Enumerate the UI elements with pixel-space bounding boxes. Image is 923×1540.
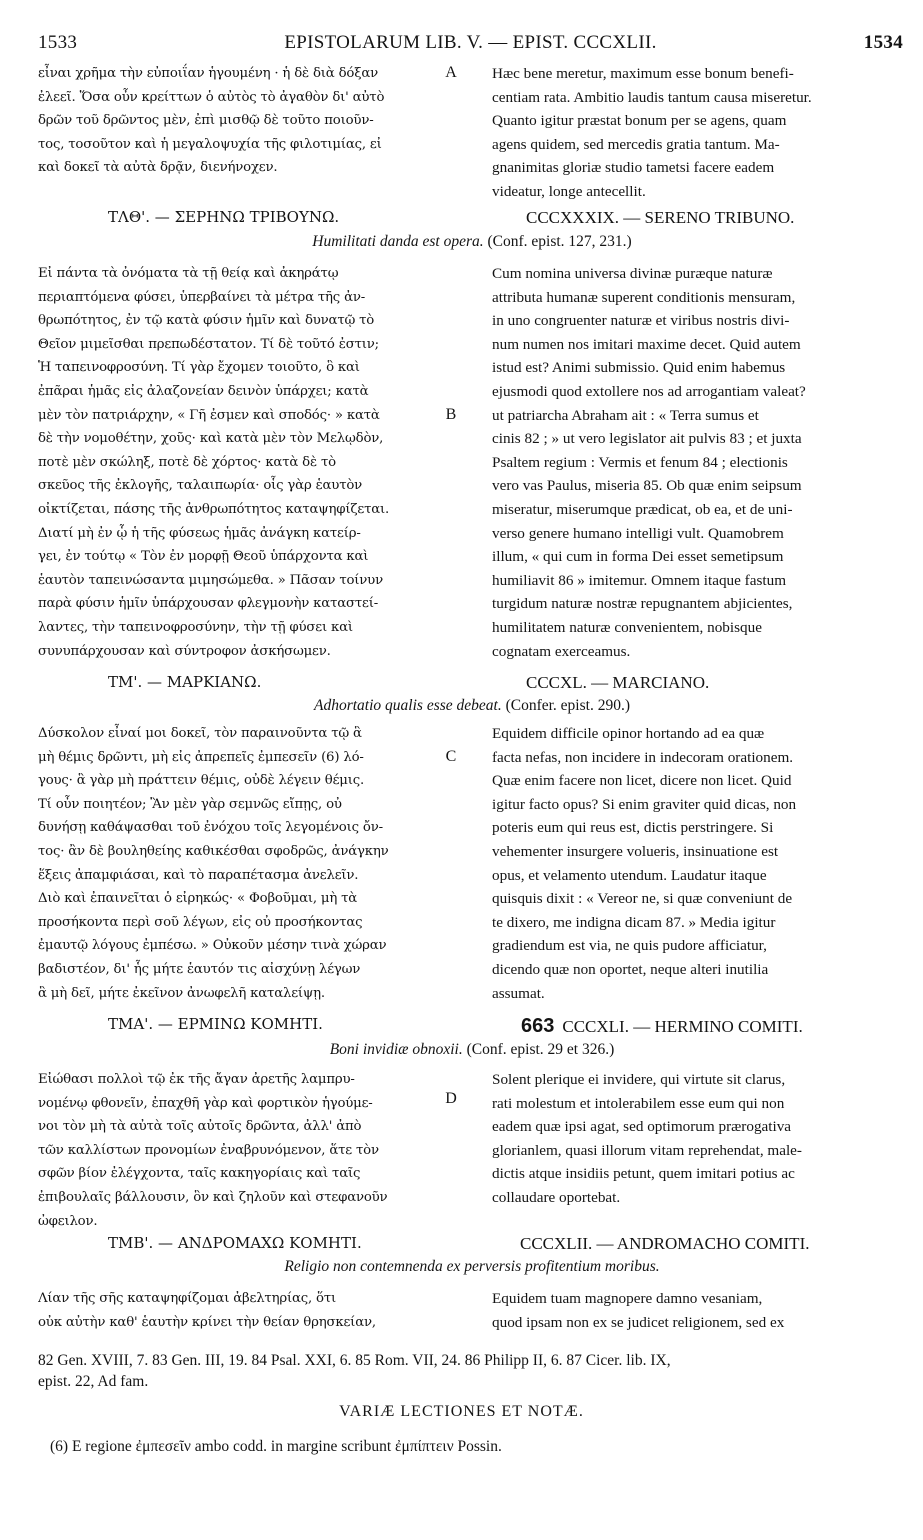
latin-line: cognatam exerceamus. xyxy=(492,642,631,660)
greek-line: παρὰ φύσιν ἡμῖν ὑπάρχουσαν φλεγμονὴν καταστεί- xyxy=(38,596,379,612)
greek-letter-heading: ΤΜΒ'. — ΑΝΔΡΟΜΑΧΩ ΚΟΜΗΤΙ. xyxy=(108,1234,362,1252)
latin-line: num numen nos imitari maxime decet. Quid autem xyxy=(492,335,801,353)
summary-text: Adhortatio qualis esse debeat. xyxy=(314,697,502,714)
greek-line: λαντες, τὴν ταπεινοφροσύνην, τὴν τῇ φύσει καὶ xyxy=(38,619,353,635)
running-header xyxy=(38,32,903,62)
latin-line: centiam rata. Ambitio laudis tantum causa miseretur. xyxy=(492,88,812,106)
latin-letter-heading: CCCXXXIX. — SERENO TRIBUNO. xyxy=(526,208,795,227)
latin-line: Equidem tuam magnopere damno vesaniam, xyxy=(492,1290,763,1307)
greek-column xyxy=(38,262,470,663)
greek-line: Διὸ καὶ ἐπαινεῖται ὁ εἰρηκώς· « Φοβοῦμαι, μὴ τὰ xyxy=(38,891,358,907)
greek-line: ἐπιβουλαῖς βάλλουσιν, ὃν καὶ ζηλοῦν καὶ στεφανοῦν xyxy=(38,1189,388,1205)
greek-line: τος· ἂν δὲ βουληθείης καθικέσθαι σφοδρῶς, ἀνάγκην xyxy=(38,843,389,859)
letter-heading xyxy=(38,208,906,232)
greek-line: νομένῳ φθονεῖν, ἐπαχθῆ γὰρ καὶ φορτικὸν ἡγούμε- xyxy=(38,1095,373,1111)
margin-marker: B xyxy=(445,406,457,423)
letter-heading xyxy=(38,673,906,697)
greek-column xyxy=(38,62,470,180)
greek-line: θρωπότητος, ἐν τῷ κατὰ φύσιν ἡμῖν καὶ δυνατῷ τὸ xyxy=(38,313,375,329)
latin-line: quod ipsam non ex se judicet religionem, sed ex xyxy=(492,1313,785,1331)
greek-line: μὴ θέμις δρῶντι, μὴ εἰς ἀπρεπεῖς ἐμπεσεῖν (6) λό- xyxy=(38,749,364,765)
greek-line: προσήκοντα περὶ σοῦ λέγων, εἰς οὐ προσήκοντας xyxy=(38,914,363,930)
latin-line: facta nefas, non incidere in indecoram orationem. xyxy=(492,748,794,766)
latin-line: ut patriarcha Abraham ait : « Terra sumus et xyxy=(492,406,759,424)
notes-title: VARIÆ LECTIONES ET NOTÆ. xyxy=(339,1403,584,1420)
latin-line: vero vas Paulus, miseria 85. Ob quæ enim seipsum xyxy=(492,477,802,495)
latin-line: Quæ enim facere non licet, dicere non licet. Quid xyxy=(492,772,792,790)
greek-line: Εἰ πάντα τὰ ὀνόματα τὰ τῇ θείᾳ καὶ ἀκηράτῳ xyxy=(38,266,339,281)
latin-letter-heading: CCCXL. — MARCIANO. xyxy=(526,673,710,692)
latin-line: istud est? Animi submissio. Quid enim habemus xyxy=(492,359,786,377)
latin-line: quisquis dixit : « Vereor ne, si quæ conveniunt de xyxy=(492,890,793,908)
latin-line: ejusmodi quod extollere nos ad arrogantiam valeat? xyxy=(492,382,806,400)
greek-line: περιαπτόμενα φύσει, ὑπερβαίνει τὰ μέτρα τῆς ἀν- xyxy=(38,289,366,305)
greek-letter-heading: ΤΜ'. — ΜΑΡΚΙΑΝΩ. xyxy=(108,673,262,691)
greek-line: οἰκτίζεται, πάσης τῆς ἀνθρωπότητος καταψηφίζεται. xyxy=(38,501,390,517)
margin-marker: D xyxy=(445,1090,457,1107)
latin-line: eadem quæ ipsi agat, sed optimorum prærogativa xyxy=(492,1118,792,1136)
greek-line: εἶναι χρῆμα τὴν εὐποιΐαν ἡγουμένη · ἡ δὲ διὰ δόξαν xyxy=(38,66,379,81)
greek-line: ἑαυτὸν ταπεινώσαντα μιμησώμεθα. » Πᾶσαν τοίνυν xyxy=(38,572,383,588)
latin-line: collaudare oportebat. xyxy=(492,1188,621,1206)
latin-line: turgidum naturæ nostræ repugnantem abjicientes, xyxy=(492,595,793,613)
latin-line: assumat. xyxy=(492,984,545,1002)
greek-line: Δύσκολον εἶναί μοι δοκεῖ, τὸν παραινοῦντα τῷ ἃ xyxy=(38,726,362,741)
latin-line: dicendo quæ non oportet, neque alteri inutilia xyxy=(492,960,769,978)
greek-line: ἐμαυτῷ λόγους ἐμπέσω. » Οὐκοῦν μέσην τινὰ χώραν xyxy=(38,938,387,954)
footnote-line: 82 Gen. XVIII, 7. 83 Gen. III, 19. 84 Psal. XXI, 6. 85 Rom. VII, 24. 86 Philipp II, 6. 87 Cicer. lib. IX, xyxy=(38,1352,671,1369)
greek-line: τῶν καλλίστων προνομίων ἐναβρυνόμενον, ἅτε τὸν xyxy=(38,1142,379,1158)
greek-line: ποτὲ μὲν σκώληξ, ποτὲ δὲ χόρτος· κατὰ δὲ τὸ xyxy=(38,454,336,470)
footnotes xyxy=(38,1350,906,1392)
latin-line: Solent plerique ei invidere, qui virtute sit clarus, xyxy=(492,1071,786,1088)
letter-heading xyxy=(38,1234,906,1258)
greek-line: Λίαν τῆς σῆς καταψηφίζομαι ἀβελτηρίας, ὅτι xyxy=(38,1291,337,1306)
margin-page-number: 663 xyxy=(521,1015,555,1037)
latin-line: rati molestum et intolerabilem esse eum qui non xyxy=(492,1094,785,1112)
latin-line: videatur, longe antecellit. xyxy=(492,182,646,200)
letter-heading xyxy=(38,1015,906,1039)
latin-column xyxy=(492,62,922,204)
margin-marker: C xyxy=(445,748,457,765)
latin-line: in uno congruenter naturæ et viribus nostris divi- xyxy=(492,312,790,330)
latin-line: vehementer insurgere volueris, insinuatione est xyxy=(492,842,779,860)
latin-column xyxy=(492,722,922,1005)
letter-summary xyxy=(38,1041,906,1059)
latin-line: Hæc bene meretur, maximum esse bonum benefi- xyxy=(492,65,794,82)
greek-line: βαδιστέον, δι' ἧς μήτε ἑαυτόν τις αἰσχύνῃ λέγων xyxy=(38,961,361,977)
greek-line: σκεῦος τῆς ἐκλογῆς, ταλαιπωρία· οἷς γὰρ ἑαυτὸν xyxy=(38,478,363,494)
summary-reference: (Confer. epist. 290.) xyxy=(505,697,630,714)
greek-line: τος, τοσοῦτον καὶ ἡ μεγαλοψυχία τῆς φιλοτιμίας, εἰ xyxy=(38,136,382,152)
greek-line: δρῶν τοῦ δρῶντος μὲν, ἐπὶ μισθῷ δὲ τοῦτο ποιοῦν- xyxy=(38,113,374,129)
greek-letter-heading: ΤΛΘ'. — ΣΕΡΗΝΩ ΤΡΙΒΟΥΝΩ. xyxy=(108,208,340,226)
letter-summary xyxy=(38,1258,906,1276)
latin-line: opus, et velamento utendum. Laudatur itaque xyxy=(492,866,767,884)
summary-text: Boni invidiæ obnoxii. xyxy=(329,1041,463,1058)
greek-line: ἐπᾶραι ἡμᾶς εἰς ἀλαζονείαν δεινὸν ὑπάρχει; κατὰ xyxy=(38,383,369,399)
page-number-left: 1533 xyxy=(38,32,78,53)
latin-line: glorianlem, quasi illorum vitam reprehendat, male- xyxy=(492,1141,802,1159)
latin-line: humiliavit 86 » imitemur. Omnem itaque fastum xyxy=(492,571,787,589)
latin-line: gradiendum est via, ne quis pudore afficiatur, xyxy=(492,937,767,955)
latin-letter-heading: CCCXLII. — ANDROMACHO COMITI. xyxy=(520,1234,810,1253)
greek-line: νοι τὸν μὴ τὰ αὐτὰ τοῖς αὐτοῖς δρῶντα, ἀλλ' ἀπὸ xyxy=(38,1119,362,1135)
summary-reference: (Conf. epist. 29 et 326.) xyxy=(466,1041,615,1058)
greek-column xyxy=(38,1287,470,1334)
greek-line: ἕξεις ἀπαμφιάσαι, καὶ τὸ παραπέτασμα ἀνελεῖν. xyxy=(38,867,359,883)
greek-column xyxy=(38,722,470,1005)
summary-reference: (Conf. epist. 127, 231.) xyxy=(487,233,632,250)
latin-line: cinis 82 ; » ut vero legislator ait pulvis 83 ; et juxta xyxy=(492,430,802,448)
page-number-right: 1534 xyxy=(863,32,903,53)
greek-line: δυνήσῃ καθάψασθαι τοῦ ἐνόχου τοῖς λεγομένοις ὄν- xyxy=(38,820,383,836)
latin-line: attributa humanæ superent conditionis mensuram, xyxy=(492,288,796,306)
latin-line: verso genere humano intelligi vult. Quamobrem xyxy=(492,524,784,542)
latin-line: dictis atque insidiis petunt, quem imitari potius ac xyxy=(492,1165,795,1183)
greek-line: Ἡ ταπεινοφροσύνη. Τί γὰρ ἔχομεν τοιοῦτο, ὃ καὶ xyxy=(38,360,360,376)
margin-marker: A xyxy=(445,64,457,81)
letter-summary xyxy=(38,233,906,251)
greek-line: γει, ἐν τούτῳ « Τὸν ἐν μορφῇ Θεοῦ ὑπάρχοντα καὶ xyxy=(38,549,369,565)
latin-column xyxy=(492,1068,922,1210)
greek-line: συνυπάρχουσαν καὶ σύντροφον ἀσκήσωμεν. xyxy=(38,643,331,659)
greek-column xyxy=(38,1068,470,1233)
latin-line: Cum nomina universa divinæ puræque naturæ xyxy=(492,265,773,282)
latin-line: Quanto igitur præstat bonum per se agens, quam xyxy=(492,112,787,130)
summary-text: Religio non contemnenda ex perversis profitentium moribus. xyxy=(284,1258,660,1275)
latin-line: poteris eum qui reus est, dictis perstringere. Si xyxy=(492,819,774,837)
latin-column xyxy=(492,1287,922,1334)
greek-line: μὲν τὸν πατριάρχην, « Γῆ ἐσμεν καὶ σποδός· » κατὰ xyxy=(38,407,380,423)
greek-line: Θεῖον μιμεῖσθαι πρεπωδέστατον. Τί δὲ τοῦτό ἐστιν; xyxy=(38,336,379,352)
latin-line: illum, « qui cum in forma Dei esset semetipsum xyxy=(492,548,784,566)
variant-note: (6) E regione ἐμπεσεῖν ambo codd. in margine scribunt ἐμπίπτειν Possin. xyxy=(50,1438,502,1455)
greek-line: Εἰώθασι πολλοὶ τῷ ἐκ τῆς ἄγαν ἀρετῆς λαμπρυ- xyxy=(38,1072,355,1087)
greek-line: ὠφειλον. xyxy=(38,1213,98,1229)
running-title: EPISTOLARUM LIB. V. — EPIST. CCCXLII. xyxy=(284,32,657,53)
latin-letter-heading: CCCXLI. — HERMINO COMITI. xyxy=(562,1017,803,1036)
greek-line: ἐλεεῖ. Ὅσα οὖν κρείττων ὁ αὐτὸς τὸ ἀγαθὸν δι' αὐτὸ xyxy=(38,89,385,105)
greek-line: Διατί μὴ ἐν ᾧ ἡ τῆς φύσεως ἡμᾶς ἀνάγκη κατείρ- xyxy=(38,525,361,541)
greek-line: δὲ τὴν νομοθέτην, χοῦς· καὶ κατὰ μὲν τὸν Μελῳδὸν, xyxy=(38,431,384,447)
greek-line: καὶ δοκεῖ τὰ αὐτὰ δρᾷν, διενήνοχεν. xyxy=(38,160,278,176)
latin-line: miseratur, miserumque prædicat, ob ea, et de uni- xyxy=(492,500,793,518)
latin-line: Psaltem regium : Vermis et fenum 84 ; electionis xyxy=(492,453,788,471)
latin-column xyxy=(492,262,922,663)
summary-text: Humilitati danda est opera. xyxy=(312,233,484,250)
greek-line: ἃ μὴ δεῖ, μήτε ἐκεῖνον ἀνωφελῆ καταλείψῃ. xyxy=(38,985,325,1001)
latin-line: Equidem difficile opinor hortando ad ea quæ xyxy=(492,725,765,742)
greek-line: σφῶν βίον ἐλέγχοντα, ταῖς κακηγορίαις καὶ ταῖς xyxy=(38,1166,361,1182)
latin-heading-wrap xyxy=(521,1015,803,1038)
greek-line: γους· ἃ γὰρ μὴ πράττειν θέμις, οὐδὲ λέγειν θέμις. xyxy=(38,773,365,789)
latin-line: te dixero, me indigna dicam 87. » Media igitur xyxy=(492,913,776,931)
letter-summary xyxy=(38,697,906,715)
latin-line: gnanimitas gloriæ studio tametsi facere eadem xyxy=(492,159,775,177)
latin-line: agens quidem, sed mercedis gratia tantum. Ma- xyxy=(492,135,780,153)
greek-letter-heading: ΤΜΑ'. — ΕΡΜΙΝΩ ΚΟΜΗΤΙ. xyxy=(108,1015,323,1033)
latin-line: humilitatem naturæ convenientem, nobisque xyxy=(492,618,762,636)
footnote-line: epist. 22, Ad fam. xyxy=(38,1373,149,1390)
latin-line: igitur facto opus? Si enim graviter quid dicas, non xyxy=(492,795,797,813)
greek-line: Τί οὖν ποιητέον; Ἂν μὲν γὰρ σεμνῶς εἴπῃς, οὐ xyxy=(38,796,342,812)
greek-line: οὐκ αὐτὴν καθ' ἑαυτὴν κρίνει τὴν θείαν θρησκείαν, xyxy=(38,1314,376,1330)
